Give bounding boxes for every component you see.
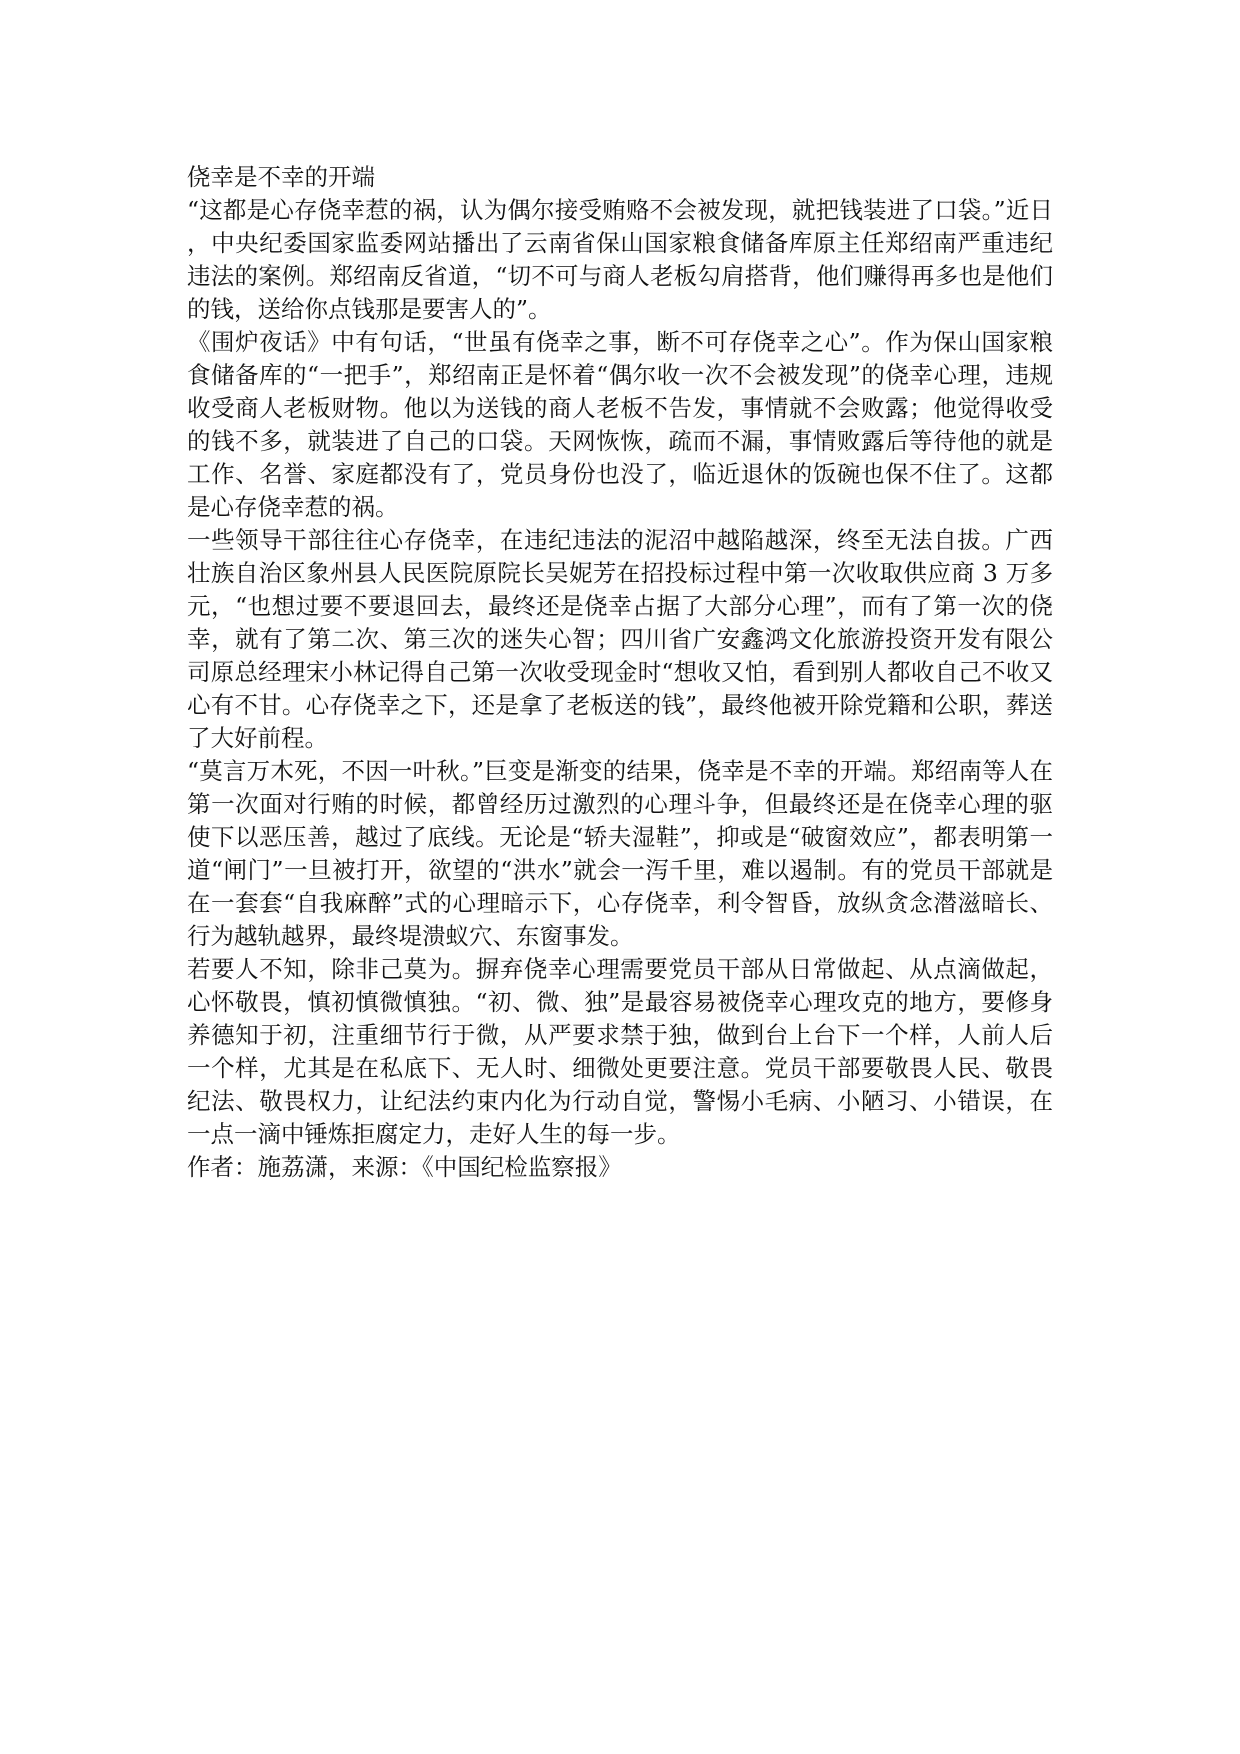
article-paragraph-5: 若要人不知，除非己莫为。摒弃侥幸心理需要党员干部从日常做起、从点滴做起，心怀敬畏，慎初慎微慎独。“初、微、独”是最容易被侥幸心理攻克的地方，要修身养德知于初，注重细节行于微，从严要求禁于独，做到台上台下一个样，人前人后一个样，尤其是在私底下、无人时、细微处更要注意。党员干部要敬畏人民、敬畏纪法、敬畏权力，让纪法约束内化为行动自觉，警惕小毛病、小陋习、小错误，在一点一滴中锤炼拒腐定力，走好人生的每一步。 <box>187 955 1053 1148</box>
article-byline: 作者：施荔潇，来源：《中国纪检监察报》 <box>187 1153 622 1181</box>
article-title: 侥幸是不幸的开端 <box>187 163 375 191</box>
article-paragraph-2: 《围炉夜话》中有句话，“世虽有侥幸之事，断不可存侥幸之心”。作为保山国家粮食储备库的“一把手”，郑绍南正是怀着“偶尔收一次不会被发现”的侥幸心理，违规收受商人老板财物。他以为送钱的商人老板不告发，事情就不会败露；他觉得收受的钱不多，就装进了自己的口袋。天网恢恢，疏而不漏，事情败露后等待他的就是工作、名誉、家庭都没有了，党员身份也没了，临近退休的饭碗也保不住了。这都是心存侥幸惹的祸。 <box>187 328 1053 521</box>
article-paragraph-1: “这都是心存侥幸惹的祸，认为偶尔接受贿赂不会被发现，就把钱装进了口袋。”近日，中央纪委国家监委网站播出了云南省保山国家粮食储备库原主任郑绍南严重违纪违法的案例。郑绍南反省道，“切不可与商人老板勾肩搭背，他们赚得再多也是他们的钱，送给你点钱那是要害人的”。 <box>187 196 1053 323</box>
article-paragraph-4: “莫言万木死，不因一叶秋。”巨变是渐变的结果，侥幸是不幸的开端。郑绍南等人在第一次面对行贿的时候，都曾经历过激烈的心理斗争，但最终还是在侥幸心理的驱使下以恶压善，越过了底线。无论是“轿夫湿鞋”，抑或是“破窗效应”，都表明第一道“闸门”一旦被打开，欲望的“洪水”就会一泻千里，难以遏制。有的党员干部就是在一套套“自我麻醉”式的心理暗示下，心存侥幸，利令智昏，放纵贪念潜滋暗长、行为越轨越界，最终堤溃蚁穴、东窗事发。 <box>187 757 1053 950</box>
article-paragraph-3: 一些领导干部往往心存侥幸，在违纪违法的泥沼中越陷越深，终至无法自拔。广西壮族自治区象州县人民医院原院长吴妮芳在招投标过程中第一次收取供应商 3 万多元，“也想过要不要退回去，最终还是侥幸占据了大部分心理”，而有了第一次的侥幸，就有了第二次、第三次的迷失心智；四川省广安鑫鸿文化旅游投资开发有限公司原总经理宋小林记得自己第一次收受现金时“想收又怕，看到别人都收自己不收又心有不甘。心存侥幸之下，还是拿了老板送的钱”，最终他被开除党籍和公职，葬送了大好前程。 <box>187 526 1053 752</box>
article-body <box>187 161 1053 1184</box>
